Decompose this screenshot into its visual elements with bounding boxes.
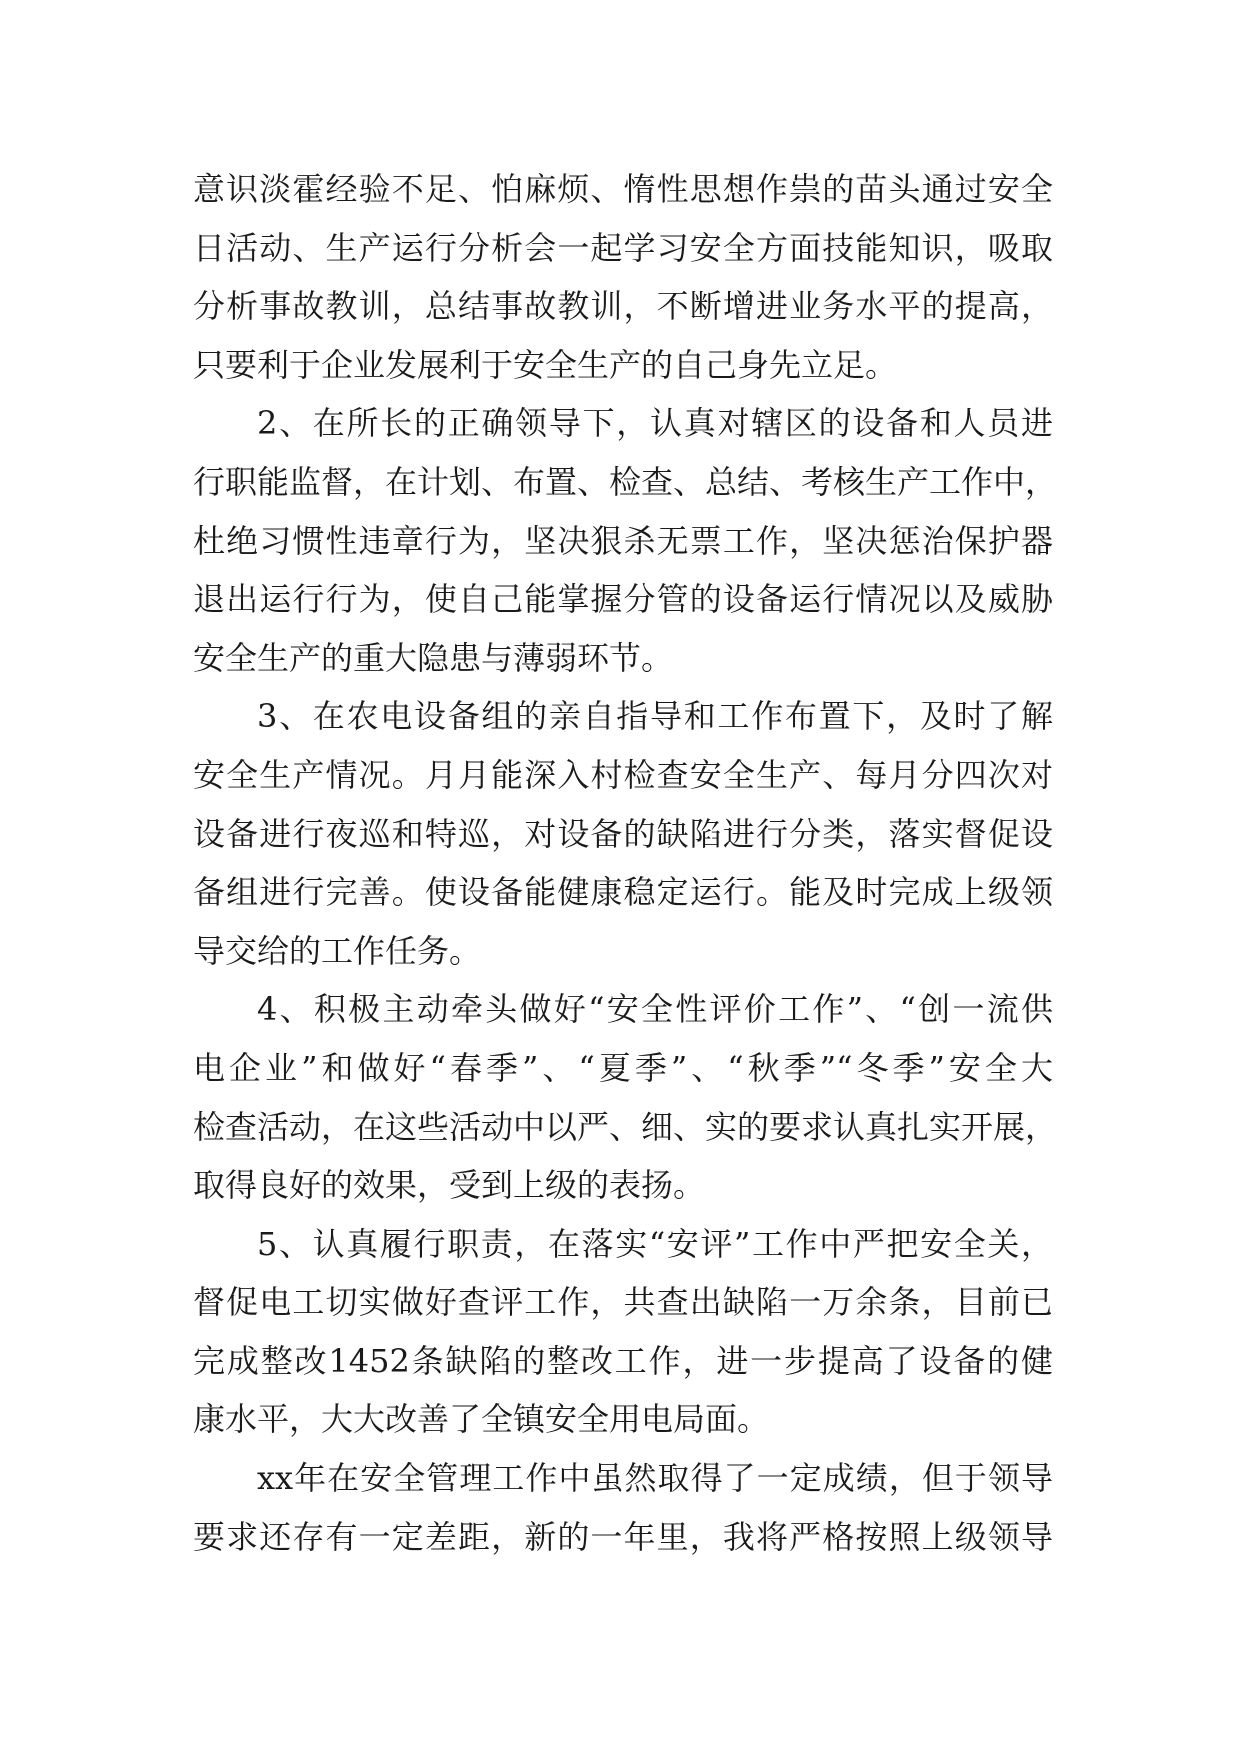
text-line: 康水平，大大改善了全镇安全用电局面。 (193, 1400, 770, 1439)
paragraph-3-first-line: 3、在农电设备组的亲自指导和工作布置下，及时了解 (257, 697, 1053, 736)
text-line: 完成整改1452条缺陷的整改工作，进一步提高了设备的健 (193, 1341, 1053, 1380)
body-text (193, 160, 1058, 1566)
text-line: 电企业”和做好“春季”、“夏季”、“秋季”“冬季”安全大 (193, 1048, 1053, 1087)
text-line: 意识淡霍经验不足、怕麻烦、惰性思想作祟的苗头通过安全 (193, 170, 1053, 208)
text-line: 日活动、生产运行分析会一起学习安全方面技能知识，吸取 (193, 228, 1053, 267)
text-line: 要求还存有一定差距，新的一年里，我将严格按照上级领导 (193, 1517, 1053, 1556)
text-line: 导交给的工作任务。 (193, 931, 482, 970)
text-line: 备组进行完善。使设备能健康稳定运行。能及时完成上级领 (193, 873, 1053, 912)
text-line: 只要利于企业发展利于安全生产的自己身先立足。 (193, 345, 898, 384)
text-line: 设备进行夜巡和特巡，对设备的缺陷进行分类，落实督促设 (193, 814, 1053, 853)
text-line: 安全生产的重大隐患与薄弱环节。 (193, 638, 674, 677)
text-line: 安全生产情况。月月能深入村检查安全生产、每月分四次对 (193, 755, 1053, 794)
text-line: 杜绝习惯性违章行为，坚决狠杀无票工作，坚决惩治保护器 (193, 521, 1053, 560)
paragraph-4-first-line: 4、积极主动牵头做好“安全性评价工作”、“创一流供 (257, 990, 1053, 1029)
text-line: 行职能监督，在计划、布置、检查、总结、考核生产工作中， (193, 462, 1058, 501)
text-line: 分析事故教训，总结事故教训，不断增进业务水平的提高， (193, 287, 1053, 326)
text-line: 退出运行行为，使自己能掌握分管的设备运行情况以及威胁 (193, 580, 1053, 619)
paragraph-5-first-line: 5、认真履行职责，在落实“安评”工作中严把安全关， (257, 1224, 1053, 1263)
text-line: 检查活动，在这些活动中以严、细、实的要求认真扎实开展， (193, 1107, 1058, 1146)
paragraph-6-first-line: xx年在安全管理工作中虽然取得了一定成绩，但于领导 (257, 1459, 1053, 1498)
text-line: 督促电工切实做好查评工作，共查出缺陷一万余条，目前已 (193, 1283, 1053, 1322)
text-line: 取得良好的效果，受到上级的表扬。 (193, 1166, 706, 1205)
paragraph-2-first-line: 2、在所长的正确领导下，认真对辖区的设备和人员进 (257, 404, 1053, 443)
